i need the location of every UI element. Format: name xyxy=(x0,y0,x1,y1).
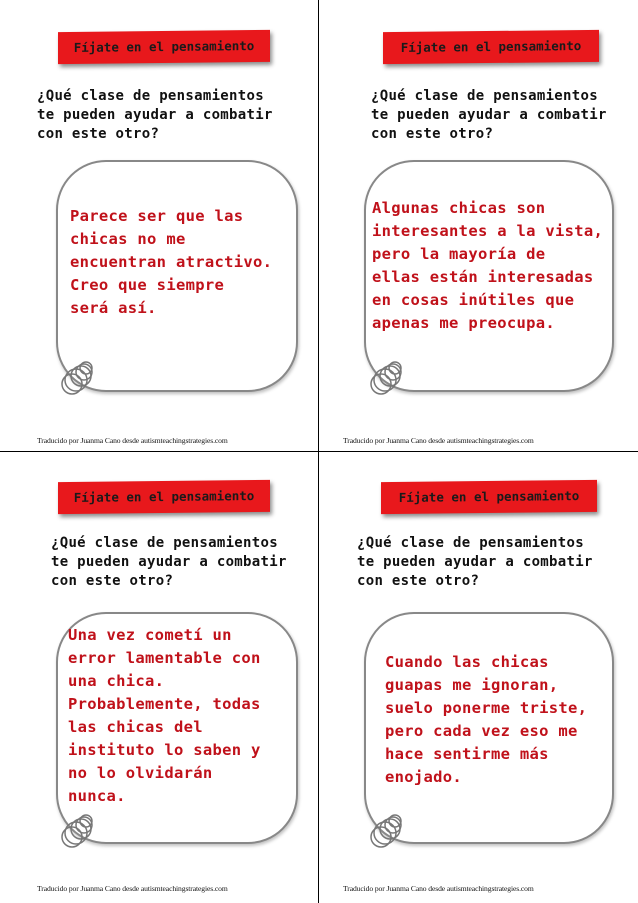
card-banner: Fíjate en el pensamiento xyxy=(383,30,599,64)
card-footer: Traducido por Juanma Cano desde autismteachingstrategies.com xyxy=(343,884,534,893)
thought-text: Algunas chicas son interesantes a la vista, pero la mayoría de ellas están interesadas en cosas inútiles que apenas me preocupa. xyxy=(372,199,604,332)
card-top-left xyxy=(0,0,318,451)
card-question: ¿Qué clase de pensamientos te pueden ayudar a combatir con este otro? xyxy=(51,535,287,589)
card-question: ¿Qué clase de pensamientos te pueden ayudar a combatir con este otro? xyxy=(371,88,607,142)
card-question: ¿Qué clase de pensamientos te pueden ayudar a combatir con este otro? xyxy=(37,88,273,142)
card-banner: Fíjate en el pensamiento xyxy=(58,30,270,64)
card-footer: Traducido por Juanma Cano desde autismteachingstrategies.com xyxy=(37,884,228,893)
thought-bubble-swirl-icon xyxy=(365,354,415,404)
card-banner: Fíjate en el pensamiento xyxy=(381,480,597,514)
thought-text: Parece ser que las chicas no me encuentran atractivo. Creo que siempre será así. xyxy=(70,207,273,317)
thought-bubble-swirl-icon xyxy=(56,354,106,404)
card-footer: Traducido por Juanma Cano desde autismteachingstrategies.com xyxy=(343,436,534,445)
card-bottom-right xyxy=(319,452,637,903)
card-question: ¿Qué clase de pensamientos te pueden ayudar a combatir con este otro? xyxy=(357,535,593,589)
thought-bubble-swirl-icon xyxy=(365,807,415,857)
thought-bubble-swirl-icon xyxy=(56,807,106,857)
card-top-right xyxy=(319,0,637,451)
thought-text: Una vez cometí un error lamentable con una chica. Probablemente, todas las chicas del instituto lo saben y no lo olvidarán nunca. xyxy=(68,626,261,805)
card-banner: Fíjate en el pensamiento xyxy=(58,480,270,514)
card-footer: Traducido por Juanma Cano desde autismteachingstrategies.com xyxy=(37,436,228,445)
thought-text: Cuando las chicas guapas me ignoran, suelo ponerme triste, pero cada vez eso me hace sentirme más enojado. xyxy=(385,653,588,786)
card-bottom-left xyxy=(0,452,318,903)
